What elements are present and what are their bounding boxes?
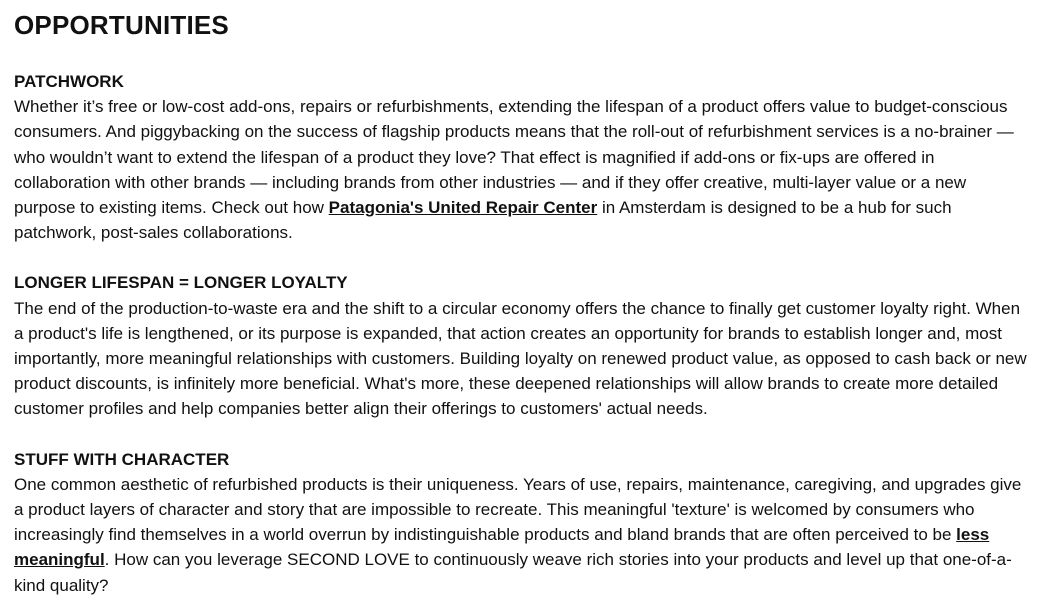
section-body: The end of the production-to-waste era and the shift to a circular economy offers the chance to finally get customer loyalty right. When a product's life is lengthened, or its purpose is expanded, that action creates an opportunity for brands to establish longer and, most importantly, more meaningful relationships with customers. Building loyalty on renewed product value, as opposed to cash back or new product discounts, is infinitely more beneficial. What's more, these deepened relationships will allow brands to create more detailed customer profiles and help companies better align their offerings to customers' actual needs. xyxy=(14,298,1027,419)
section-body xyxy=(14,472,1030,598)
section-stuff-with-character xyxy=(14,447,1030,598)
section-title: STUFF WITH CHARACTER xyxy=(14,449,230,469)
section-longer-lifespan xyxy=(14,270,1030,421)
less-meaningful-link[interactable]: less meaningful xyxy=(14,525,990,570)
body-text: . How can you leverage SECOND LOVE to continuously weave rich stories into your products and level up that one-of-a-kind quality? xyxy=(14,550,1012,595)
body-text: One common aesthetic of refurbished products is their uniqueness. Years of use, repairs, maintenance, caregiving, and upgrades give a product layers of character and story that are impossible to recreate. This meaningful 'texture' is welcomed by consumers who increasingly find themselves in a world overrun by indistinguishable products and bland brands that are often perceived to be xyxy=(14,474,1022,545)
patagonia-repair-center-link[interactable]: Patagonia's United Repair Center xyxy=(328,198,598,218)
section-title: PATCHWORK xyxy=(14,72,124,91)
section-body xyxy=(14,94,1030,245)
page-title: OPPORTUNITIES xyxy=(14,10,229,40)
body-text: Whether it’s free or low-cost add-ons, repairs or refurbishments, extending the lifespan of a product offers value to budget-conscious consumers. And piggybacking on the success of flagship products means that the roll-out of refurbishment services is a no-brainer — who wouldn’t want to extend the lifespan of a product they love? That effect is magnified if add-ons or fix-ups are offered in collaboration with other brands — including brands from other industries — and if they offer creative, multi-layer value or a new purpose to existing items. Check out how xyxy=(14,97,1014,218)
section-patchwork xyxy=(14,69,1030,245)
section-title: LONGER LIFESPAN = LONGER LOYALTY xyxy=(14,273,348,293)
body-text: in Amsterdam is designed to be a hub for such patchwork, post-sales collaborations. xyxy=(14,198,952,243)
